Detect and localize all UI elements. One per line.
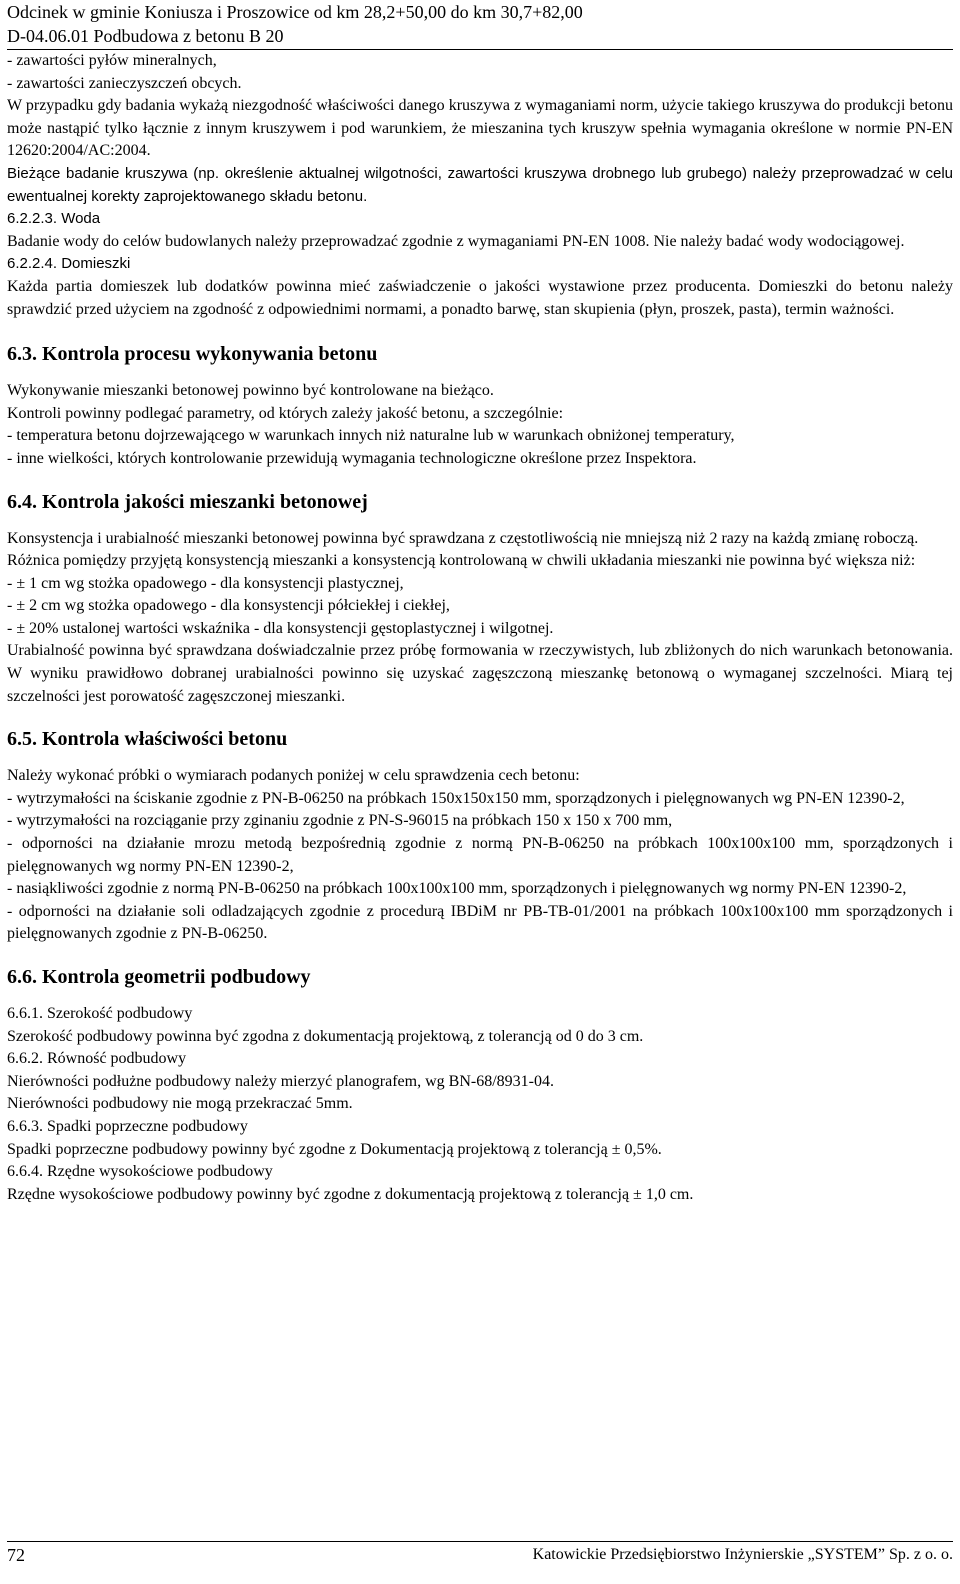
- list-item: - wytrzymałości na ściskanie zgodnie z PN-B-06250 na próbkach 150x150x150 mm, sporządzonych i pielęgnowanych wg PN-EN 12390-2,: [7, 789, 905, 807]
- paragraph-admixtures: Każda partia domieszek lub dodatków powinna mieć zaświadczenie o jakości wystawione przez producenta. Domieszki do betonu należy sprawdzić przed użyciem na zgodność z odpowiednimi normami, a ponadto barwę, stan skupienia (płyn, proszek, pasta), termin ważności.: [7, 277, 953, 318]
- subheading-elevations: 6.6.4. Rzędne wysokościowe podbudowy: [7, 1163, 273, 1181]
- paragraph: Spadki poprzeczne podbudowy powinny być zgodne z Dokumentacją projektową z tolerancją ± 0,5%.: [7, 1140, 662, 1158]
- subheading-width: 6.6.1. Szerokość podbudowy: [7, 1005, 193, 1022]
- paragraph-nonconformity: W przypadku gdy badania wykażą niezgodność właściwości danego kruszywa z wymaganiami norm, użycie takiego kruszywa do produkcji betonu może nastąpić tylko łącznie z innym kruszywem i pod warunkiem, że mieszanina tych kruszyw spełnia wymagania określone w normie PN-EN 12620:2004/AC:2004.: [7, 97, 953, 160]
- section-heading-6-6: 6.6. Kontrola geometrii podbudowy: [7, 966, 311, 988]
- subheading-evenness: 6.6.2. Równość podbudowy: [7, 1050, 187, 1068]
- paragraph: Rzędne wysokościowe podbudowy powinny być zgodne z dokumentacją projektową z tolerancją ± 1,0 cm.: [7, 1185, 694, 1203]
- list-item: - ± 20% ustalonej wartości wskaźnika - dla konsystencji gęstoplastycznej i wilgotnej.: [7, 619, 554, 637]
- section-heading-6-3: 6.3. Kontrola procesu wykonywania betonu: [7, 343, 378, 366]
- list-item: - nasiąkliwości zgodnie z normą PN-B-06250 na próbkach 100x100x100 mm, sporządzonych i pielęgnowanych wg normy PN-EN 12390-2,: [7, 880, 907, 898]
- paragraph-current-testing: Bieżące badanie kruszywa (np. określenie aktualnej wilgotności, zawartości kruszywa drobnego lub grubego) należy przeprowadzać w celu ewentualnej korekty zaprojektowanego składu betonu.: [7, 164, 953, 205]
- paragraph-water: Badanie wody do celów budowlanych należy przeprowadzać zgodnie z wymaganiami PN-EN 1008. Nie należy badać wody wodociągowej.: [7, 232, 905, 250]
- page-number: 72: [7, 1545, 25, 1565]
- section-heading-6-4: 6.4. Kontrola jakości mieszanki betonowej: [7, 490, 368, 513]
- list-item: - ± 2 cm wg stożka opadowego - dla konsystencji półciekłej i ciekłej,: [7, 597, 450, 615]
- paragraph: Nierówności podłużne podbudowy należy mierzyć planografem, wg BN-68/8931-04.: [7, 1072, 554, 1090]
- list-item: - inne wielkości, których kontrolowanie przewidują wymagania technologiczne określone przez Inspektora.: [7, 449, 697, 467]
- subheading-admixtures: 6.2.2.4. Domieszki: [7, 255, 131, 273]
- list-item: - wytrzymałości na rozciąganie przy zginaniu zgodnie z PN-S-96015 na próbkach 150 x 150 x 700 mm,: [7, 812, 673, 830]
- paragraph: Wykonywanie mieszanki betonowej powinno być kontrolowane na bieżąco.: [7, 382, 494, 400]
- list-item: - odporności na działanie soli odladzających zgodnie z procedurą IBDiM nr PB-TB-01/2001 na próbkach 100x100x100 mm sporządzonych i pielęgnowanych zgodnie z PN-B-06250.: [7, 902, 953, 943]
- header-spec-code: D-04.06.01 Podbudowa z betonu B 20: [7, 26, 284, 46]
- company-name: Katowickie Przedsiębiorstwo Inżynierskie „SYSTEM” Sp. z o. o.: [532, 1546, 953, 1563]
- page-footer: [7, 1541, 953, 1566]
- list-item-impurities: - zawartości zanieczyszczeń obcych.: [7, 74, 242, 92]
- paragraph: Szerokość podbudowy powinna być zgodna z dokumentacją projektową, z tolerancją od 0 do 3 cm.: [7, 1027, 644, 1045]
- paragraph: Nierówności podbudowy nie mogą przekraczać 5mm.: [7, 1095, 353, 1113]
- paragraph: Różnica pomiędzy przyjętą konsystencją mieszanki a konsystencją kontrolowaną w chwili układania mieszanki nie powinna być większa niż:: [7, 552, 916, 570]
- list-item: - odporności na działanie mrozu metodą bezpośrednią zgodnie z normą PN-B-06250 na próbkach 100x100x100 mm, sporządzonych i pielęgnowanych wg normy PN-EN 12390-2,: [7, 835, 953, 875]
- list-item-dust: - zawartości pyłów mineralnych,: [7, 52, 217, 69]
- paragraph: Konsystencja i urabialność mieszanki betonowej powinna być sprawdzana z częstotliwością nie mniejszą niż 2 razy na każdą zmianę roboczą.: [7, 529, 919, 547]
- subheading-water: 6.2.2.3. Woda: [7, 210, 101, 228]
- document-body: [7, 50, 953, 1206]
- subheading-slopes: 6.6.3. Spadki poprzeczne podbudowy: [7, 1117, 248, 1135]
- paragraph: Kontroli powinny podlegać parametry, od których zależy jakość betonu, a szczególnie:: [7, 404, 564, 422]
- header-project-title: Odcinek w gminie Koniusza i Proszowice od km 28,2+50,00 do km 30,7+82,00: [7, 2, 583, 22]
- footer-divider: [7, 1541, 953, 1542]
- page-header: [7, 0, 953, 50]
- paragraph: Należy wykonać próbki o wymiarach podanych poniżej w celu sprawdzenia cech betonu:: [7, 767, 580, 785]
- paragraph: Urabialność powinna być sprawdzana doświadczalnie przez próbę formowania w rzeczywistych, lub zbliżonych do nich warunkach betonowania. W wyniku prawidłowo dobranej urabialności powinno się uzyskać zagęszczoną mieszankę betonową o wymaganej szczelności. Miarą tej szczelności jest porowatość zagęszczonej mieszanki.: [7, 642, 953, 705]
- section-heading-6-5: 6.5. Kontrola właściwości betonu: [7, 728, 288, 751]
- list-item: - ± 1 cm wg stożka opadowego - dla konsystencji plastycznej,: [7, 574, 404, 592]
- list-item: - temperatura betonu dojrzewającego w warunkach innych niż naturalne lub w warunkach obniżonej temperatury,: [7, 427, 735, 445]
